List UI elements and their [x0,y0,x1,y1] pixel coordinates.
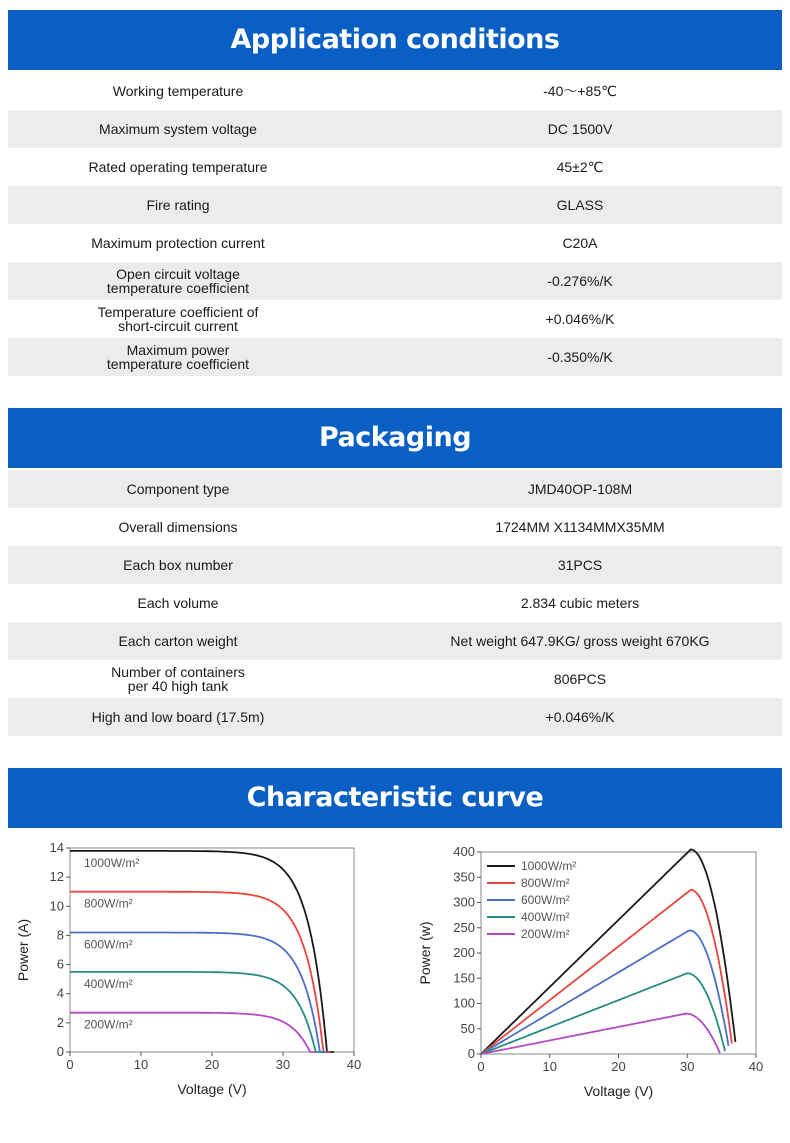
row-key: Each volume [137,595,219,611]
legend-label: 800W/m² [521,876,570,890]
y-axis-label: Power (w) [417,921,433,985]
table-row [8,72,782,110]
series-label: 800W/m² [84,896,133,911]
x-tick-label: 30 [680,1059,695,1074]
x-tick-label: 40 [748,1059,764,1074]
x-axis-label: Voltage (V) [583,1083,654,1099]
table-row [8,224,782,262]
table-row [8,622,782,660]
row-value: -40～+85℃ [543,83,617,99]
row-value: +0.046%/K [545,311,615,327]
application-conditions-title: Application conditions [8,10,782,70]
characteristic-curve-title: Characteristic curve [8,768,782,828]
y-tick-label: 0 [467,1046,475,1061]
row-value: -0.276%/K [547,273,613,289]
row-value: JMD40OP-108M [527,481,633,497]
row-key-line: Temperature coefficient of [97,304,259,320]
row-key [8,267,348,295]
table-row [8,698,782,736]
y-tick-label: 12 [49,869,64,885]
row-key: Each box number [123,557,233,573]
legend-label: 1000W/m² [521,859,577,873]
table-row [8,338,782,376]
packaging-table [8,470,782,736]
y-tick-label: 350 [453,869,475,885]
pv-curve-chart [410,838,782,1108]
row-key: Component type [126,481,230,497]
table-row [8,546,782,584]
table-row [8,148,782,186]
y-tick-label: 300 [453,894,475,910]
series-label: 400W/m² [84,976,133,991]
y-tick-label: 200 [453,945,475,960]
x-axis-label: Voltage (V) [177,1081,247,1097]
series-label: 600W/m² [84,937,133,952]
y-tick-label: 150 [453,970,475,986]
legend-label: 400W/m² [521,910,570,924]
y-tick-label: 100 [453,995,475,1011]
row-key: Each carton weight [118,633,238,649]
x-tick-label: 20 [611,1059,626,1074]
table-row [8,584,782,622]
table-row [8,660,782,698]
row-key: Maximum protection current [91,235,265,251]
table-row [8,110,782,148]
y-tick-label: 50 [460,1020,475,1036]
row-key-line: Maximum power [126,342,230,358]
row-value: 806PCS [553,671,607,687]
row-value: GLASS [556,197,604,213]
row-key-line: Open circuit voltage [116,266,240,282]
x-tick-label: 0 [477,1059,485,1074]
application-conditions-table [8,72,782,376]
row-key [8,305,348,333]
x-tick-label: 20 [204,1057,220,1072]
row-value: 45±2℃ [556,159,604,175]
row-key-line: Number of containers [111,664,245,680]
y-tick-label: 250 [453,919,475,935]
row-value: DC 1500V [547,121,613,137]
x-tick-label: 40 [346,1057,362,1072]
row-value: 1724MM X1134MMX35MM [495,519,665,535]
y-tick-label: 10 [49,898,64,914]
table-row [8,508,782,546]
y-tick-label: 2 [56,1014,64,1030]
table-row [8,300,782,338]
row-key: Working temperature [112,83,244,99]
row-key-line: per 40 high tank [127,678,229,694]
iv-curve-chart [8,838,378,1108]
series-label: 1000W/m² [84,855,140,870]
x-tick-label: 30 [275,1057,291,1072]
legend-label: 600W/m² [521,893,570,907]
y-tick-label: 4 [56,985,64,1001]
row-value: Net weight 647.9KG/ gross weight 670KG [450,633,710,649]
row-key [8,665,348,693]
table-row [8,186,782,224]
row-key: High and low board (17.5m) [91,709,265,725]
x-tick-label: 10 [542,1059,557,1074]
x-tick-label: 10 [133,1057,149,1072]
row-value: C20A [562,235,598,251]
y-axis-label: Power (A) [15,918,31,982]
row-key [8,343,348,371]
row-value: 2.834 cubic meters [520,595,640,611]
row-value: 31PCS [557,557,603,573]
row-key: Maximum system voltage [99,121,257,137]
row-key: Fire rating [146,197,210,213]
y-tick-label: 0 [56,1044,64,1059]
packaging-title: Packaging [8,408,782,468]
row-key-line: temperature coefficient [106,280,250,296]
table-row [8,262,782,300]
table-row [8,470,782,508]
y-tick-label: 14 [49,840,64,855]
y-tick-label: 8 [56,927,64,943]
y-tick-label: 6 [56,956,64,972]
legend-label: 200W/m² [521,927,570,941]
row-key: Rated operating temperature [88,159,268,175]
row-key: Overall dimensions [118,519,238,535]
row-key-line: temperature coefficient [106,356,250,372]
row-value: -0.350%/K [547,349,613,365]
y-tick-label: 400 [453,844,475,859]
x-tick-label: 0 [66,1057,74,1072]
row-value: +0.046%/K [545,709,615,725]
series-label: 200W/m² [84,1017,133,1032]
row-key-line: short-circuit current [118,318,238,334]
